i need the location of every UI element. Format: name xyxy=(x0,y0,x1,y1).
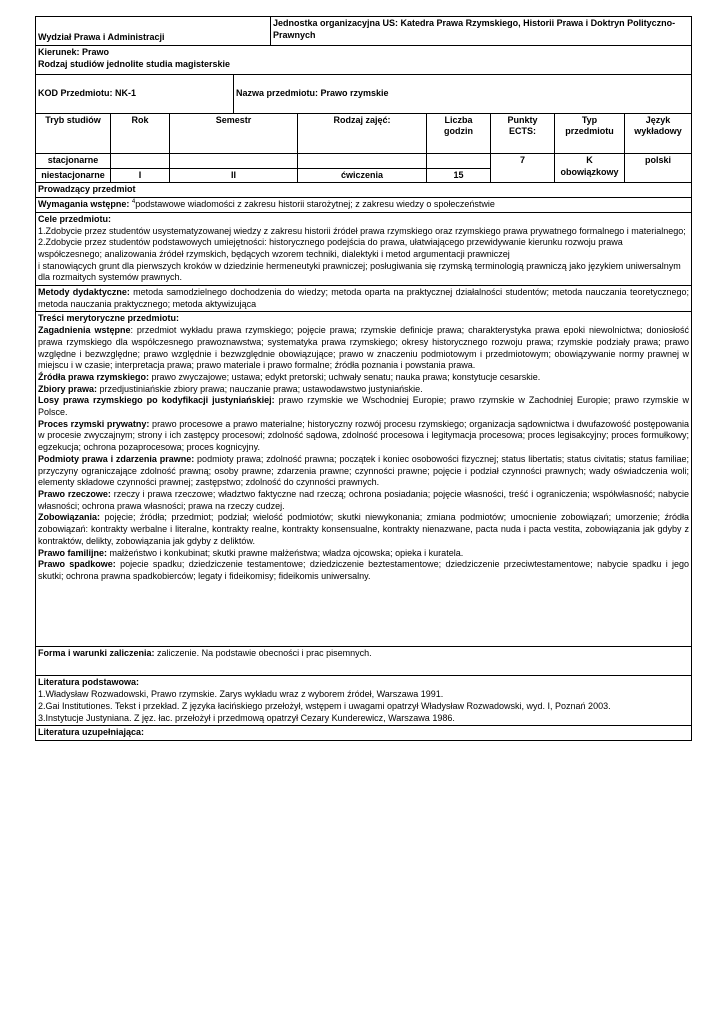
header-hours: Liczba godzin xyxy=(427,114,491,154)
supplementary-literature: Literatura uzupełniająca: xyxy=(35,726,692,741)
goals-section xyxy=(35,213,692,286)
requirements-row xyxy=(35,198,692,213)
content-item xyxy=(38,559,689,582)
goal-2-continued: i stanowiących grunt dla pierwszych kroków w dziedzinie hermeneutyki prawniczej; posługiwania się rzymską terminologią prawniczą jako językiem uniwersalnym dla rozmaitych systemów prawnych. xyxy=(38,260,681,283)
content-item-text: rzeczy i prawa rzeczowe; władztwo faktyczne nad rzeczą; ochrona posiadania; pojęcie własności, treść i ograniczenia; współwłasność; nabycie własności; ochrona prawa własności; prawa na rzeczy cudzej. xyxy=(38,488,689,511)
semester-value: II xyxy=(170,168,298,183)
content-section xyxy=(35,312,692,647)
cell-empty xyxy=(111,154,170,169)
content-item-text: prawo zwyczajowe; ustawa; edykt pretorski; uchwały senatu; nauka prawa; konstytucje cesarskie. xyxy=(149,371,541,382)
header-ects: Punkty ECTS: xyxy=(491,114,555,154)
course-code: KOD Przedmiotu: NK-1 xyxy=(36,75,234,113)
content-item xyxy=(38,548,689,560)
literature-section xyxy=(35,676,692,726)
methods-text: metoda samodzielnego dochodzenia do wiedzy; metoda oparta na praktycznej działalności studentów; metoda nauczania teoretycznego; metoda nauczania praktycznego; metoda aktywizująca xyxy=(38,287,689,309)
course-id-table xyxy=(35,75,692,114)
language-value: polski xyxy=(625,154,692,183)
content-item-title: Proces rzymski prywatny: xyxy=(38,418,150,429)
header-language: Język wykładowy xyxy=(625,114,692,154)
cell-empty xyxy=(298,154,427,169)
mode-part-time: niestacjonarne xyxy=(36,168,111,183)
goal-1: 1.Zdobycie przez studentów usystematyzowanej wiedzy z zakresu historii źródeł prawa rzymskiego oraz rzymskiego prawa prywatnego formalnego i materialnego; xyxy=(38,225,686,236)
class-type-value: ćwiczenia xyxy=(298,168,427,183)
content-item-title: Źródła prawa rzymskiego: xyxy=(38,371,150,382)
content-item-title: Zbiory prawa: xyxy=(38,383,98,394)
content-item-text: pojecie spadku; dziedziczenie testamentowe; dziedziczenie beztestamentowe; dziedziczenie przeciwtestamentowe; nabycie spadku i jego skutki; ochrona prawna spadkobierców; legaty i fideikomisy; fideikomis uniwersalny. xyxy=(38,559,689,581)
content-item-title: Prawo familijne: xyxy=(38,547,108,558)
content-item-title: Zobowiązania: xyxy=(38,512,101,523)
content-item xyxy=(38,325,689,372)
program-info xyxy=(35,46,692,75)
content-item-text: małżeństwo i konkubinat; skutki prawne małżeństwa; władza ojcowska; opieka i kuratela. xyxy=(107,547,464,558)
literature-item: 1.Władysław Rozwadowski, Prawo rzymskie. Zarys wykładu wraz z wyborem źródeł, Warszawa 1991. xyxy=(38,689,444,700)
content-item-text: : przedmiot wykładu prawa rzymskiego; pojęcie prawa; rzymskie definicje prawa; charakterystyka prawa epoki niewolnictwa; doniosłość prawa rzymskiego dla współczesnego prawoznawstwa; systematyka prawa rzymskiego; okresy historycznego rozwoju prawa; rzymskie podziały prawa; prawo względne i bezwzględne; prawo względnie i bezwzględnie obowiązujące; prawo w znaczeniu podmiotowym i przedmiotowym; obowiązywanie normy prawnej w miejscu i w czasie; interpretacja prawa; prawo materiale i prawo formalne; źródła poznania i powstania prawa. xyxy=(38,325,689,371)
study-type: Rodzaj studiów jednolite studia magisterskie xyxy=(38,58,231,69)
cell-empty xyxy=(427,154,491,169)
course-name: Nazwa przedmiotu: Prawo rzymskie xyxy=(234,75,692,113)
content-item-title: Podmioty prawa i zdarzenia prawne: xyxy=(38,453,195,464)
content-item xyxy=(38,419,689,454)
content-item xyxy=(38,372,689,384)
organizational-unit: Jednostka organizacyjna US: Katedra Prawa Rzymskiego, Historii Prawa i Doktryn Polityczno-Prawnych xyxy=(271,17,692,46)
hours-value: 15 xyxy=(427,168,491,183)
content-item-title: Zagadnienia wstępne xyxy=(38,325,131,336)
content-item-title: Prawo rzeczowe: xyxy=(38,488,111,499)
requirements-label: Wymagania wstępne: xyxy=(38,199,130,210)
header-semester: Semestr xyxy=(170,114,298,154)
faculty-name: Wydział Prawa i Administracji xyxy=(36,17,271,46)
program-direction: Kierunek: Prawo xyxy=(38,47,110,57)
literature-item: 3.Instytucje Justyniana. Z jęz. łac. przełożył i przedmową opatrzył Cezary Kunderewicz, Warszawa 1986. xyxy=(38,712,455,723)
year-value: I xyxy=(111,168,170,183)
ects-value: 7 xyxy=(491,154,555,183)
header-mode: Tryb studiów xyxy=(36,114,111,154)
course-syllabus xyxy=(35,16,692,741)
goals-label: Cele przedmiotu: xyxy=(38,213,112,224)
content-item xyxy=(38,384,689,396)
content-item-title: Prawo spadkowe: xyxy=(38,559,116,570)
goal-2: 2.Zdobycie przez studentów podstawowych umiejętności: historycznego podejścia do prawa, ułatwiającego przewidywanie kierunku rozwoju prawa współczesnego; analizowania źródeł rzymskich, będących wzorem techniki, dialektyki i metod argumentacji prawniczej xyxy=(38,237,623,259)
mode-full-time: stacjonarne xyxy=(36,154,111,169)
content-item-text: pojęcie; źródła; przedmiot; podział; wielość podmiotów; skutki niewykonania; zmiana podmiotów; umocnienie zobowiązań; umorzenie; źródła zobowiązań: kontrakty werbalne i literalne, kontrakty realne, kontrakty konsensualne, kontrakty nienazwane, pacta nuda i pacta vestita, zobowiązania jak gdyby z kontraktów, delikty, zobowiązania jak gdyby z deliktów. xyxy=(38,512,689,546)
assessment-section xyxy=(35,647,692,676)
content-item xyxy=(38,489,689,512)
assessment-label: Forma i warunki zaliczenia: xyxy=(38,648,155,659)
assessment-text: zaliczenie. Na podstawie obecności i prac pisemnych. xyxy=(154,648,372,659)
course-type-value: K obowiązkowy xyxy=(555,154,625,183)
content-label: Treści merytoryczne przedmiotu: xyxy=(38,313,180,324)
lecturer-row: Prowadzący przedmiot xyxy=(35,183,692,198)
content-item xyxy=(38,395,689,418)
study-grid xyxy=(35,114,692,184)
footnote-marker: 4 xyxy=(131,199,136,206)
content-item-text: podmioty prawa; zdolność prawna; początek i koniec osobowości fizycznej; status libertatis; status civitatis; status familiae; przyczyny ograniczające zdolność prawną; osoby prawne; zdarzenia prawne; czynności prawne; pojęcie i podział czynności prawnych; wady oświadczenia woli; elementy składowe czynności prawnej; zastępstwo; zdolność do czynności prawnych. xyxy=(38,453,689,488)
header-table xyxy=(35,16,692,46)
header-year: Rok xyxy=(111,114,170,154)
content-item xyxy=(38,454,689,489)
content-item xyxy=(38,512,689,547)
content-item-text: prawo rzymskie we Wschodniej Europie; prawo rzymskie w Zachodniej Europie; prawo rzymskie w Polsce. xyxy=(38,395,689,418)
content-item-title: Losy prawa rzymskiego po kodyfikacji justyniańskiej: xyxy=(38,395,275,406)
methods-label: Metody dydaktyczne: xyxy=(38,287,130,298)
content-item-text: prawo procesowe a prawo materialne; historyczny rozwój procesu rzymskiego; organizacja sądownictwa i dwufazowość postępowania w procesie zwyczajnym; strony i ich zastępcy procesowi; zdolność sądowa, zdolność procesowa i legitymacja procesowa; proces legisakcyjny; proces formułkowy; egzekucja; ochrona pozaprocesowa; proces kognicyjny. xyxy=(38,418,689,453)
literature-item: 2.Gai Institutiones. Tekst i przekład. Z języka łacińskiego przełożył, wstępem i uwagami opatrzył Władysław Rozwadowski, wyd. I, Poznań 2003. xyxy=(38,700,611,711)
header-type: Typ przedmiotu xyxy=(555,114,625,154)
requirements-text: podstawowe wiadomości z zakresu historii starożytnej; z zakresu wiedzy o społeczeństwie xyxy=(135,199,495,210)
cell-empty xyxy=(170,154,298,169)
header-class-type: Rodzaj zajęć: xyxy=(298,114,427,154)
literature-label: Literatura podstawowa: xyxy=(38,677,140,688)
methods-section xyxy=(35,286,692,312)
content-item-text: przedjustiniańskie zbiory prawa; nauczanie prawa; ustawodawstwo justyniańskie. xyxy=(97,383,423,394)
